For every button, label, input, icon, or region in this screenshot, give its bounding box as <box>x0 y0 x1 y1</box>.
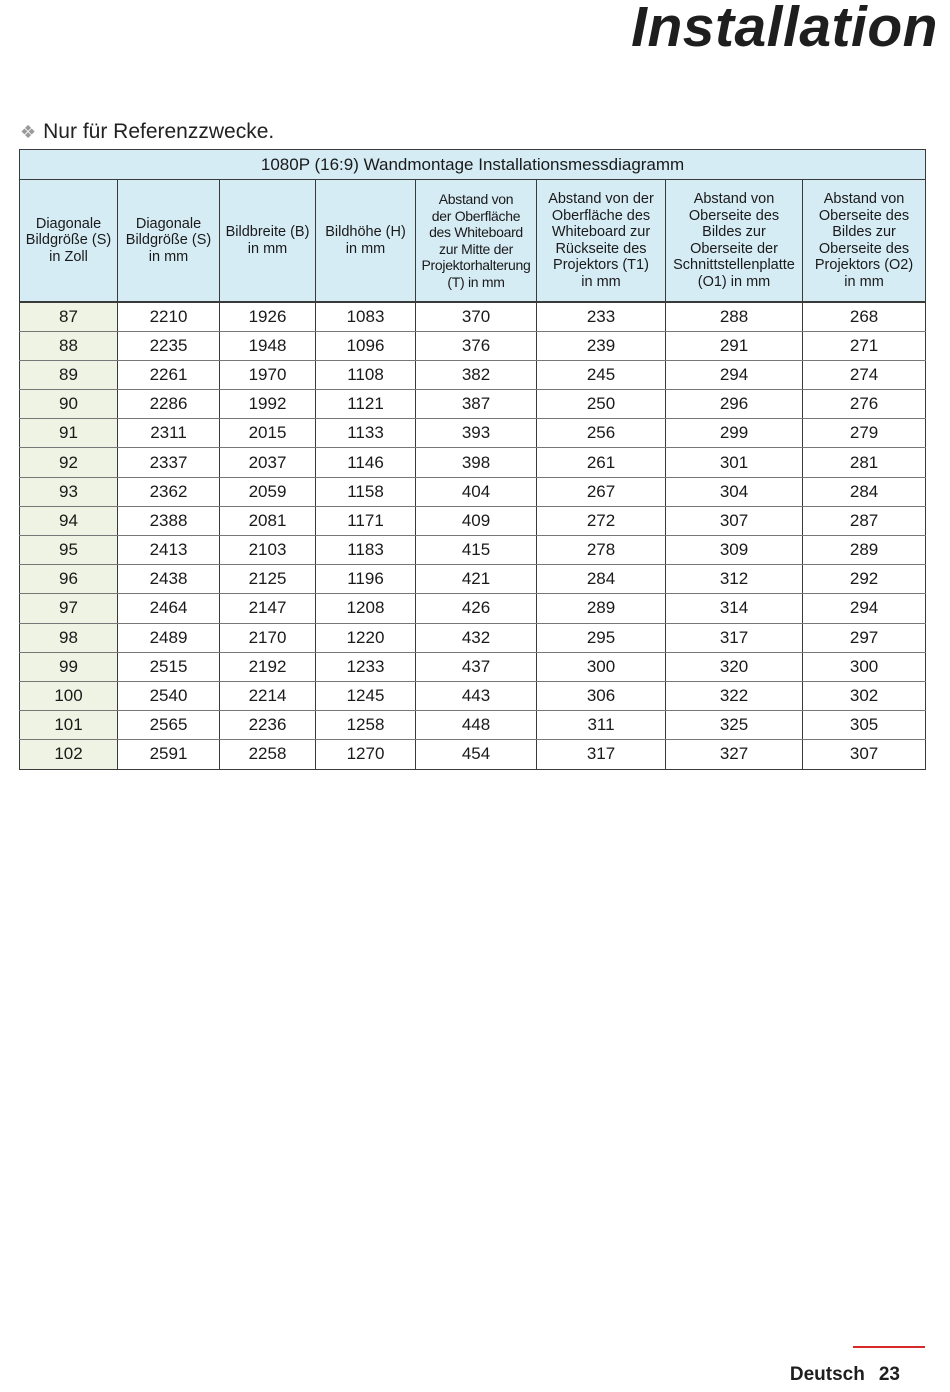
column-header-line: Abstand von <box>438 191 514 207</box>
column-header <box>20 180 118 303</box>
table-cell: 404 <box>416 477 537 506</box>
table-cell: 1220 <box>316 623 416 652</box>
column-header-line: Abstand von <box>693 191 775 207</box>
table-cell: 2489 <box>118 623 220 652</box>
table-cell: 2081 <box>220 506 316 535</box>
table-cell: 2192 <box>220 652 316 681</box>
table-cell: 88 <box>20 331 118 360</box>
table-cell: 99 <box>20 652 118 681</box>
column-header-line: (T) in mm <box>447 273 505 290</box>
table-cell: 1258 <box>316 711 416 740</box>
column-header-line: in mm <box>247 240 288 257</box>
table-cell: 317 <box>666 623 803 652</box>
page-footer <box>790 1364 900 1386</box>
table-cell: 327 <box>666 740 803 769</box>
table-cell: 87 <box>20 302 118 331</box>
table-cell: 454 <box>416 740 537 769</box>
column-header-line: der Oberfläche <box>431 207 521 224</box>
table-cell: 2540 <box>118 681 220 710</box>
table-cell: 2337 <box>118 448 220 477</box>
table-row <box>20 477 926 506</box>
table-cell: 1245 <box>316 681 416 710</box>
table-cell: 2015 <box>220 419 316 448</box>
installation-measurement-table <box>19 149 926 770</box>
table-cell: 274 <box>803 360 926 389</box>
column-header-line: Bildgröße (S) <box>25 232 112 249</box>
table-cell: 320 <box>666 652 803 681</box>
table-cell: 322 <box>666 681 803 710</box>
column-header <box>220 180 316 303</box>
column-header-line: Bildhöhe (H) <box>325 224 406 240</box>
table-cell: 2037 <box>220 448 316 477</box>
table-cell: 2236 <box>220 711 316 740</box>
table-cell: 284 <box>803 477 926 506</box>
column-header-line: Projektorhalterung <box>421 257 531 273</box>
column-header-line: in mm <box>345 240 386 257</box>
table-cell: 309 <box>666 536 803 565</box>
table-cell: 233 <box>537 302 666 331</box>
column-header-line: Oberseite der <box>690 240 778 257</box>
column-header-line: des Whiteboard <box>429 224 523 240</box>
table-cell: 301 <box>666 448 803 477</box>
table-cell: 432 <box>416 623 537 652</box>
column-header-line: Rückseite des <box>555 240 647 257</box>
table-cell: 415 <box>416 536 537 565</box>
table-cell: 102 <box>20 740 118 769</box>
table-cell: 1208 <box>316 594 416 623</box>
column-header-line: (O1) in mm <box>697 273 771 290</box>
table-cell: 376 <box>416 331 537 360</box>
table-cell: 291 <box>666 331 803 360</box>
table-row <box>20 594 926 623</box>
table-cell: 1121 <box>316 390 416 419</box>
column-header-line: Oberfläche des <box>551 207 651 224</box>
column-header <box>416 180 537 303</box>
column-header-line: Abstand von <box>823 191 905 207</box>
table-cell: 443 <box>416 681 537 710</box>
table-cell: 89 <box>20 360 118 389</box>
table-cell: 288 <box>666 302 803 331</box>
table-row <box>20 390 926 419</box>
table-cell: 2059 <box>220 477 316 506</box>
diamond-bullet-icon: ❖ <box>20 121 37 142</box>
table-cell: 98 <box>20 623 118 652</box>
table-row <box>20 506 926 535</box>
table-cell: 95 <box>20 536 118 565</box>
table-cell: 292 <box>803 565 926 594</box>
table-cell: 1926 <box>220 302 316 331</box>
table-cell: 276 <box>803 390 926 419</box>
table-cell: 304 <box>666 477 803 506</box>
table-cell: 312 <box>666 565 803 594</box>
table-cell: 250 <box>537 390 666 419</box>
table-cell: 2464 <box>118 594 220 623</box>
table-cell: 1171 <box>316 506 416 535</box>
table-cell: 245 <box>537 360 666 389</box>
table-cell: 437 <box>416 652 537 681</box>
table-row <box>20 302 926 331</box>
table-cell: 289 <box>537 594 666 623</box>
table-cell: 307 <box>803 740 926 769</box>
table-cell: 101 <box>20 711 118 740</box>
column-header-line: Oberseite des <box>818 240 910 257</box>
table-cell: 387 <box>416 390 537 419</box>
table-cell: 271 <box>803 331 926 360</box>
table-cell: 100 <box>20 681 118 710</box>
table-cell: 2311 <box>118 419 220 448</box>
table-cell: 300 <box>803 652 926 681</box>
table-cell: 2125 <box>220 565 316 594</box>
column-header-line: Whiteboard zur <box>551 224 651 240</box>
column-header-line: zur Mitte der <box>439 240 513 257</box>
table-cell: 421 <box>416 565 537 594</box>
table-caption: 1080P (16:9) Wandmontage Installationsmessdiagramm <box>20 150 926 180</box>
table-cell: 272 <box>537 506 666 535</box>
column-header-line: Diagonale <box>35 215 102 232</box>
table-cell: 2214 <box>220 681 316 710</box>
table-row <box>20 331 926 360</box>
table-cell: 426 <box>416 594 537 623</box>
column-header-line: Diagonale <box>135 215 202 232</box>
table-cell: 279 <box>803 419 926 448</box>
table-cell: 306 <box>537 681 666 710</box>
table-cell: 1270 <box>316 740 416 769</box>
table-cell: 314 <box>666 594 803 623</box>
table-cell: 2388 <box>118 506 220 535</box>
table-cell: 2147 <box>220 594 316 623</box>
footer-accent-line <box>853 1346 925 1348</box>
table-cell: 311 <box>537 711 666 740</box>
column-header <box>316 180 416 303</box>
table-cell: 294 <box>666 360 803 389</box>
table-cell: 97 <box>20 594 118 623</box>
table-cell: 1158 <box>316 477 416 506</box>
table-cell: 94 <box>20 506 118 535</box>
column-header-line: in mm <box>844 273 884 290</box>
table-cell: 398 <box>416 448 537 477</box>
column-header-line: Bildes zur <box>832 224 896 240</box>
table-cell: 294 <box>803 594 926 623</box>
table-cell: 2515 <box>118 652 220 681</box>
column-header-line: Projektors (O2) <box>814 257 914 273</box>
table-cell: 2565 <box>118 711 220 740</box>
table-row <box>20 448 926 477</box>
table-cell: 409 <box>416 506 537 535</box>
table-cell: 2261 <box>118 360 220 389</box>
table-row <box>20 623 926 652</box>
reference-note-text: Nur für Referenzzwecke. <box>43 120 275 143</box>
table-cell: 1183 <box>316 536 416 565</box>
column-header-line: Bildbreite (B) <box>225 224 310 240</box>
column-header-line: in Zoll <box>49 248 88 265</box>
table-row <box>20 711 926 740</box>
table-cell: 2591 <box>118 740 220 769</box>
table-row <box>20 536 926 565</box>
table-row <box>20 419 926 448</box>
column-header-line: Abstand von der <box>548 191 654 207</box>
table-row <box>20 681 926 710</box>
column-header-line: Schnittstellenplatte <box>673 257 795 273</box>
table-cell: 239 <box>537 331 666 360</box>
table-cell: 267 <box>537 477 666 506</box>
reference-note <box>20 120 274 144</box>
table-cell: 1108 <box>316 360 416 389</box>
column-header-line: Oberseite des <box>818 207 910 224</box>
column-header-line: Oberseite des <box>688 207 780 224</box>
table-cell: 90 <box>20 390 118 419</box>
column-header <box>118 180 220 303</box>
table-cell: 256 <box>537 419 666 448</box>
table-cell: 2286 <box>118 390 220 419</box>
table-row <box>20 652 926 681</box>
table-cell: 93 <box>20 477 118 506</box>
table-cell: 2210 <box>118 302 220 331</box>
table-cell: 2258 <box>220 740 316 769</box>
table-cell: 96 <box>20 565 118 594</box>
column-header-line: in mm <box>148 248 189 265</box>
footer-language: Deutsch <box>789 1364 865 1385</box>
table-cell: 448 <box>416 711 537 740</box>
table-cell: 281 <box>803 448 926 477</box>
table-cell: 1970 <box>220 360 316 389</box>
column-header-line: in mm <box>581 273 621 290</box>
table-cell: 2362 <box>118 477 220 506</box>
table-cell: 2235 <box>118 331 220 360</box>
table-header-row <box>20 180 926 303</box>
table-cell: 2103 <box>220 536 316 565</box>
table-cell: 2438 <box>118 565 220 594</box>
table-cell: 1146 <box>316 448 416 477</box>
table-cell: 91 <box>20 419 118 448</box>
table-cell: 1096 <box>316 331 416 360</box>
table-cell: 1948 <box>220 331 316 360</box>
table-cell: 268 <box>803 302 926 331</box>
table-cell: 278 <box>537 536 666 565</box>
table-cell: 1233 <box>316 652 416 681</box>
column-header <box>803 180 926 303</box>
table-cell: 92 <box>20 448 118 477</box>
table-cell: 305 <box>803 711 926 740</box>
table-cell: 299 <box>666 419 803 448</box>
page-title: Installation <box>631 0 938 59</box>
table-cell: 382 <box>416 360 537 389</box>
table-cell: 302 <box>803 681 926 710</box>
table-cell: 2413 <box>118 536 220 565</box>
column-header <box>666 180 803 303</box>
table-row <box>20 740 926 769</box>
table-cell: 287 <box>803 506 926 535</box>
table-cell: 393 <box>416 419 537 448</box>
table-cell: 1196 <box>316 565 416 594</box>
table-cell: 307 <box>666 506 803 535</box>
table-cell: 370 <box>416 302 537 331</box>
table-cell: 295 <box>537 623 666 652</box>
table-cell: 325 <box>666 711 803 740</box>
table-body <box>20 302 926 769</box>
page-number: 23 <box>878 1364 900 1385</box>
column-header-line: Bildgröße (S) <box>125 232 212 249</box>
table-cell: 296 <box>666 390 803 419</box>
table-cell: 261 <box>537 448 666 477</box>
table-cell: 300 <box>537 652 666 681</box>
column-header-line: Bildes zur <box>702 224 766 240</box>
table-row <box>20 360 926 389</box>
table-cell: 1992 <box>220 390 316 419</box>
table-cell: 1083 <box>316 302 416 331</box>
column-header <box>537 180 666 303</box>
table-cell: 297 <box>803 623 926 652</box>
table-row <box>20 565 926 594</box>
table-cell: 317 <box>537 740 666 769</box>
table-cell: 289 <box>803 536 926 565</box>
table-cell: 2170 <box>220 623 316 652</box>
table-cell: 1133 <box>316 419 416 448</box>
column-header-line: Projektors (T1) <box>553 257 649 273</box>
table-cell: 284 <box>537 565 666 594</box>
